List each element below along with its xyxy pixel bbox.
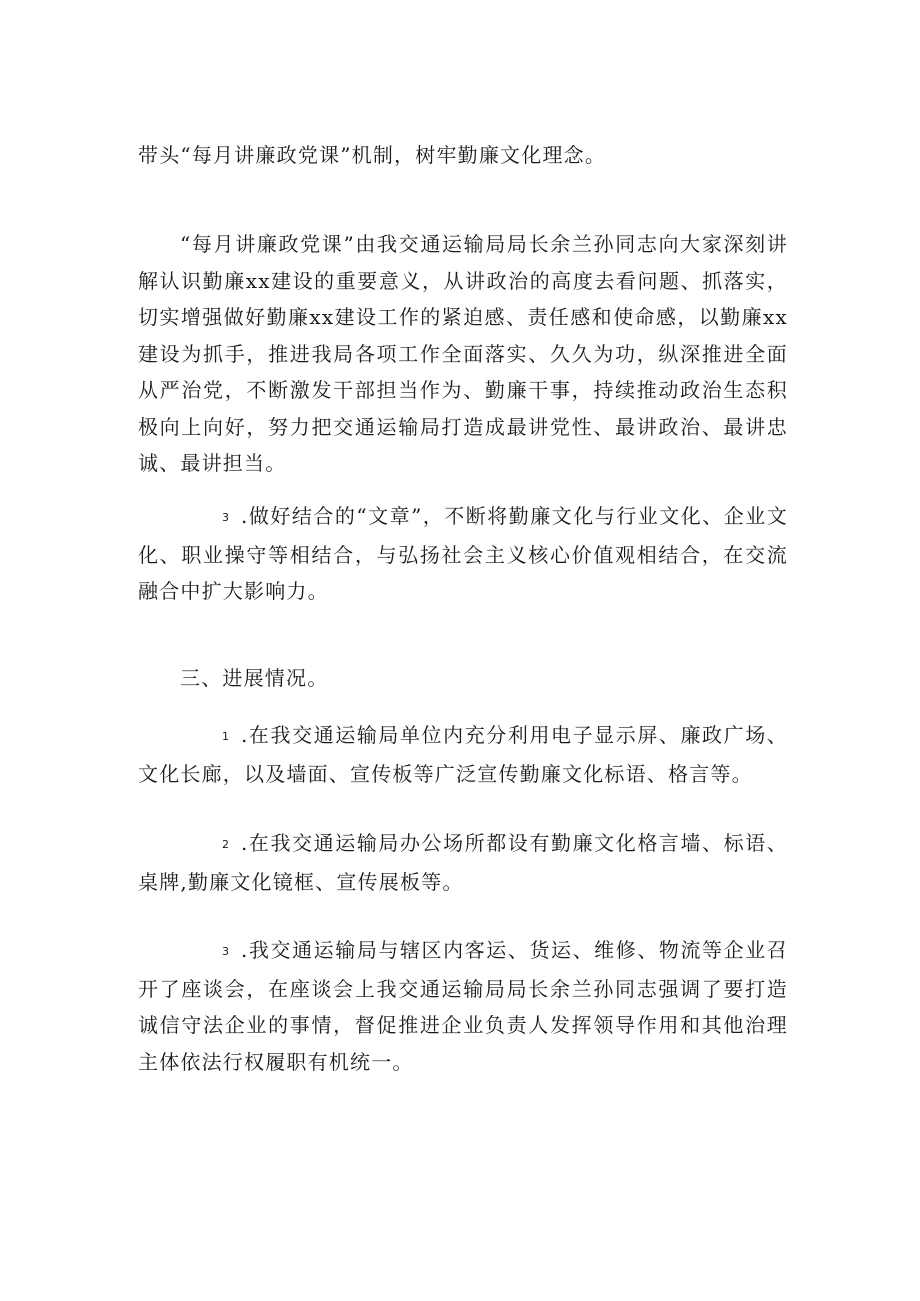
paragraph-7-number: 3 <box>222 945 229 958</box>
paragraph-5-text: .在我交通运输局单位内充分利用电子显示屏、廉政广场、文化长廊，以及墙面、宣传板等广泛宣传勤廉文化标语、格言等。 <box>138 723 788 786</box>
paragraph-6 <box>138 825 788 900</box>
section-heading-text: 三、进展情况。 <box>180 666 329 690</box>
paragraph-7-text: .我交通运输局与辖区内客运、货运、维修、物流等企业召开了座谈会，在座谈会上我交通运输局局长余兰孙同志强调了要打造诚信守法企业的事情，督促推进企业负责人发挥领导作用和其他治理主体依法行权履职有机统一。 <box>138 938 788 1074</box>
paragraph-1 <box>138 137 788 174</box>
paragraph-7 <box>138 932 788 1080</box>
paragraph-5 <box>138 717 788 792</box>
paragraph-3 <box>138 498 788 610</box>
paragraph-3-number: 3 <box>222 511 229 524</box>
paragraph-5-number: 1 <box>222 730 229 743</box>
paragraph-2-text: “每月讲廉政党课”由我交通运输局局长余兰孙同志向大家深刻讲解认识勤廉xx建设的重要意义，从讲政治的高度去看问题、抓落实，切实增强做好勤廉xx建设工作的紧迫感、责任感和使命感，以勤廉xx建设为抓手，推进我局各项工作全面落实、久久为功，纵深推进全面从严治党，不断激发干部担当作为、勤廉干事，持续推动政治生态积极向上向好，努力把交通运输局打造成最讲党性、最讲政治、最讲忠诚、最讲担当。 <box>138 232 788 475</box>
paragraph-6-text: .在我交通运输局办公场所都设有勤廉文化格言墙、标语、桌牌,勤廉文化镜框、宣传展板等。 <box>138 831 788 894</box>
paragraph-2 <box>138 226 788 482</box>
paragraph-1-text: 带头“每月讲廉政党课”机制，树牢勤廉文化理念。 <box>138 143 607 167</box>
paragraph-3-text: .做好结合的“文章”，不断将勤廉文化与行业文化、企业文化、职业操守等相结合，与弘扬社会主义核心价值观相结合，在交流融合中扩大影响力。 <box>138 504 788 603</box>
paragraph-6-number: 2 <box>222 838 229 851</box>
section-heading-progress <box>138 660 788 697</box>
